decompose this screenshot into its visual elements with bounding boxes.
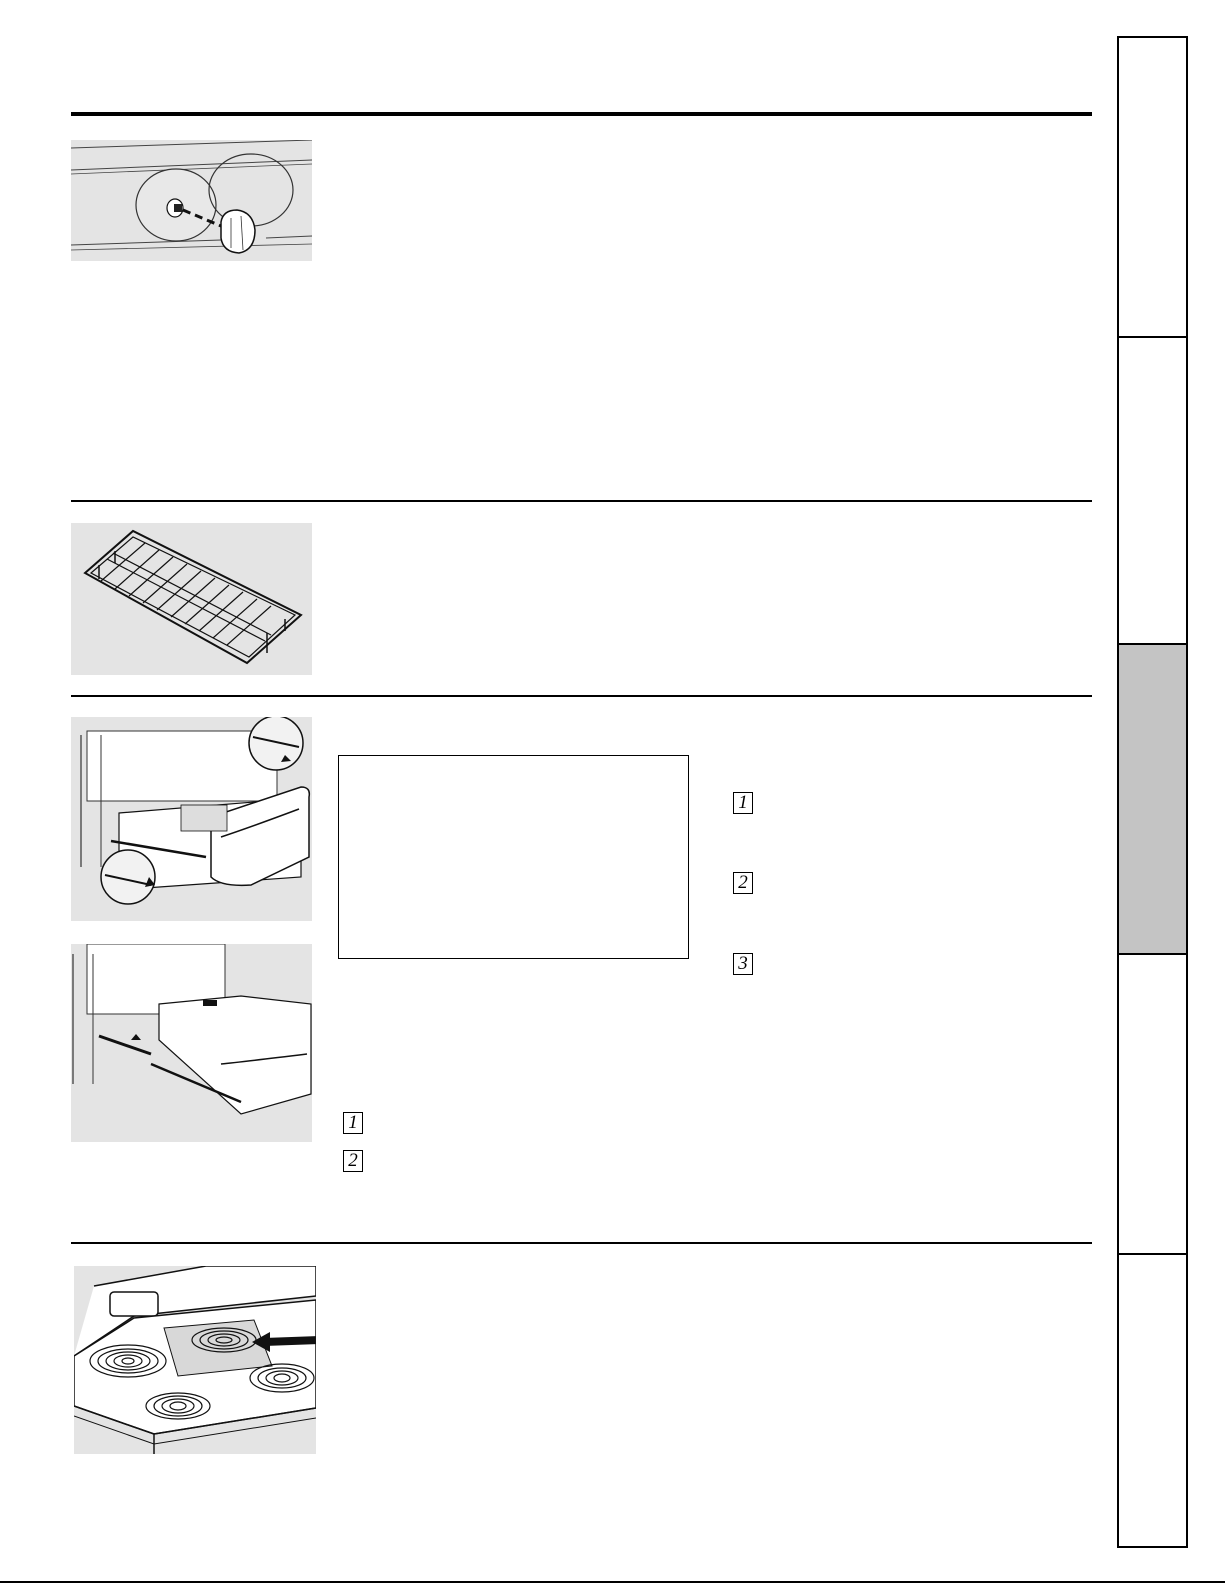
rack-icon — [71, 523, 312, 675]
step-marker: 1 — [733, 792, 753, 814]
footer-rule — [0, 1581, 1225, 1583]
section-divider — [71, 695, 1092, 697]
step-marker: 2 — [733, 872, 753, 894]
side-tab[interactable] — [1119, 955, 1186, 1253]
section-divider-top — [71, 112, 1092, 116]
side-tab[interactable] — [1119, 38, 1186, 336]
step-marker: 1 — [343, 1112, 363, 1134]
side-tab[interactable] — [1119, 336, 1186, 643]
knob-removal-illustration — [71, 140, 312, 261]
cooktop-surface-unit-illustration — [74, 1266, 316, 1454]
side-tab[interactable] — [1119, 1253, 1186, 1546]
side-navigation-tabs — [1117, 36, 1188, 1548]
broiler-rack-illustration — [71, 523, 312, 675]
step-marker: 3 — [733, 953, 753, 975]
surface-unit-icon — [74, 1266, 316, 1454]
drawer-icon — [71, 717, 312, 921]
drawer-removal-illustration-2 — [71, 944, 312, 1142]
drawer-rail-icon — [71, 944, 312, 1142]
section-divider — [71, 500, 1092, 502]
section-divider — [71, 1242, 1092, 1244]
knob-icon — [71, 140, 312, 261]
side-tab-active[interactable] — [1119, 643, 1186, 955]
notice-box — [338, 755, 689, 959]
step-marker: 2 — [343, 1150, 363, 1172]
drawer-removal-illustration-1 — [71, 717, 312, 921]
